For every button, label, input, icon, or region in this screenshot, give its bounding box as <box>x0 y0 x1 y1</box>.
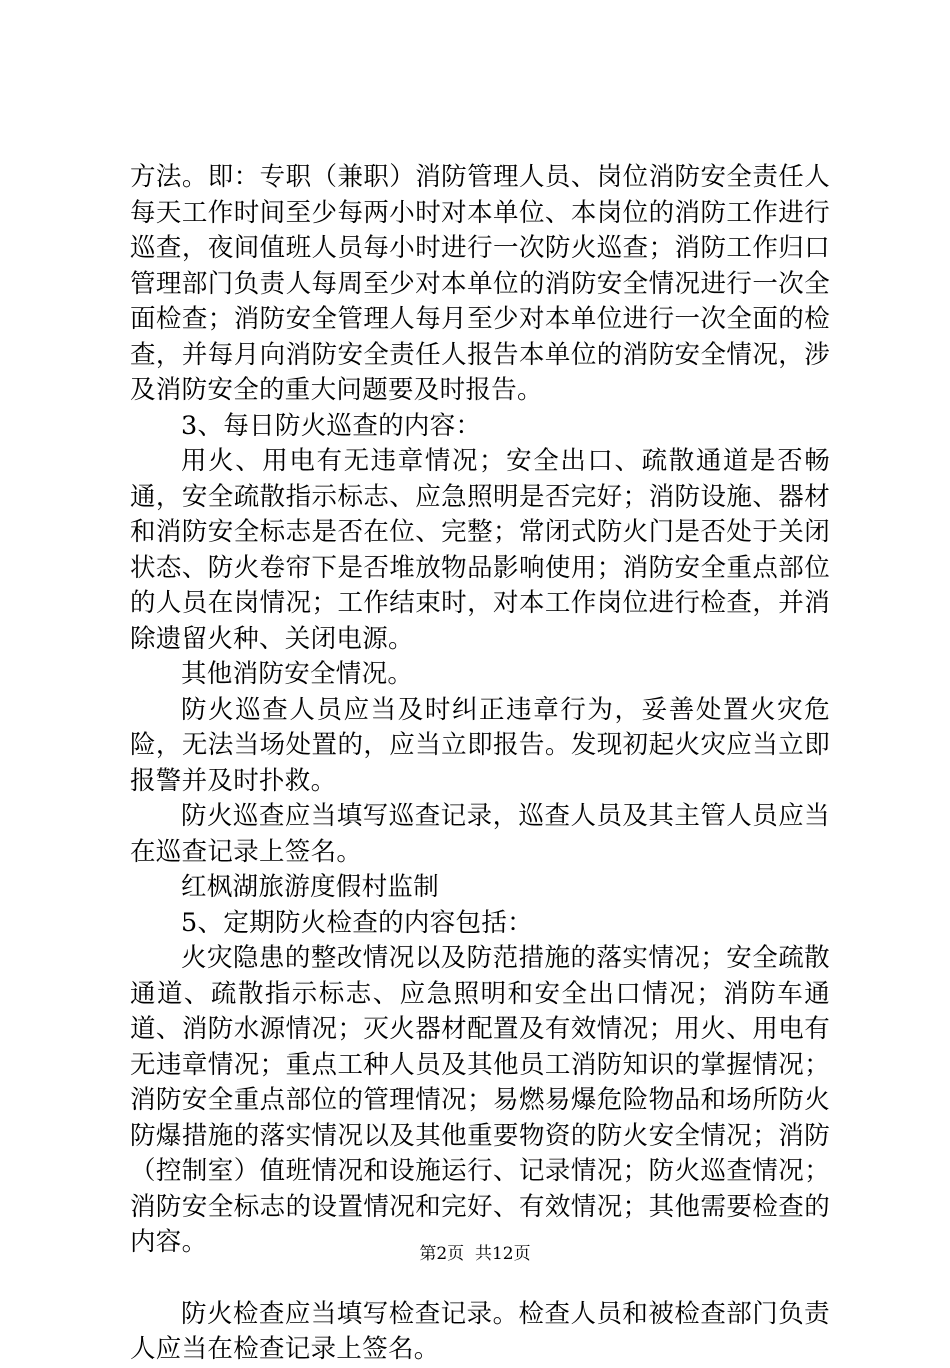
page-footer <box>0 1243 950 1265</box>
heading-daily-patrol-content: 3、每日防火巡查的内容： <box>181 410 482 441</box>
document-body <box>130 160 830 1368</box>
paragraph-daily-patrol-items: 用火、用电有无违章情况；安全出口、疏散通道是否畅通，安全疏散指示标志、应急照明是否完好；消防设施、器材和消防安全标志是否在位、完整；常闭式防火门是否处于关闭状态、防火卷帘下是否堆放物品影响使用；消防安全重点部位的人员在岗情况；工作结束时，对本工作岗位进行检查，并消除遗留火种、关闭电源。 <box>130 446 830 654</box>
paragraph-supervisor-note: 红枫湖旅游度假村监制 <box>181 872 440 902</box>
paragraph-inspection-items: 火灾隐患的整改情况以及防范措施的落实情况；安全疏散通道、疏散指示标志、应急照明和安全出口情况；消防车通道、消防水源情况；灭火器材配置及有效情况；用火、用电有无违章情况；重点工种人员及其他员工消防知识的掌握情况；消防安全重点部位的管理情况；易燃易爆危险物品和场所防火防爆措施的落实情况以及其他重要物资的防火安全情况；消防（控制室）值班情况和设施运行、记录情况；防火巡查情况；消防安全标志的设置情况和完好、有效情况；其他需要检查的内容。 <box>130 943 830 1257</box>
paragraph-patrol-method: 方法。即：专职（兼职）消防管理人员、岗位消防安全责任人每天工作时间至少每两小时对本单位、本岗位的消防工作进行巡查，夜间值班人员每小时进行一次防火巡查；消防工作归口管理部门负责人每周至少对本单位的消防安全情况进行一次全面检查；消防安全管理人每月至少对本单位进行一次全面的检查，并每月向消防安全责任人报告本单位的消防安全情况，涉及消防安全的重大问题要及时报告。 <box>130 162 830 405</box>
paragraph-patrol-record: 防火巡查应当填写巡查记录，巡查人员及其主管人员应当在巡查记录上签名。 <box>130 801 830 867</box>
paragraph-inspection-record: 防火检查应当填写检查记录。检查人员和被检查部门负责人应当在检查记录上签名。 <box>130 1298 830 1364</box>
paragraph-patrol-staff-duty: 防火巡查人员应当及时纠正违章行为，妥善处置火灾危险，无法当场处置的，应当立即报告。发现初起火灾应当立即报警并及时扑救。 <box>130 694 830 796</box>
heading-regular-inspection: 5、定期防火检查的内容包括： <box>181 907 533 938</box>
page-number: 第2页 共12页 <box>419 1244 531 1264</box>
paragraph-other-safety: 其他消防安全情况。 <box>181 659 414 689</box>
